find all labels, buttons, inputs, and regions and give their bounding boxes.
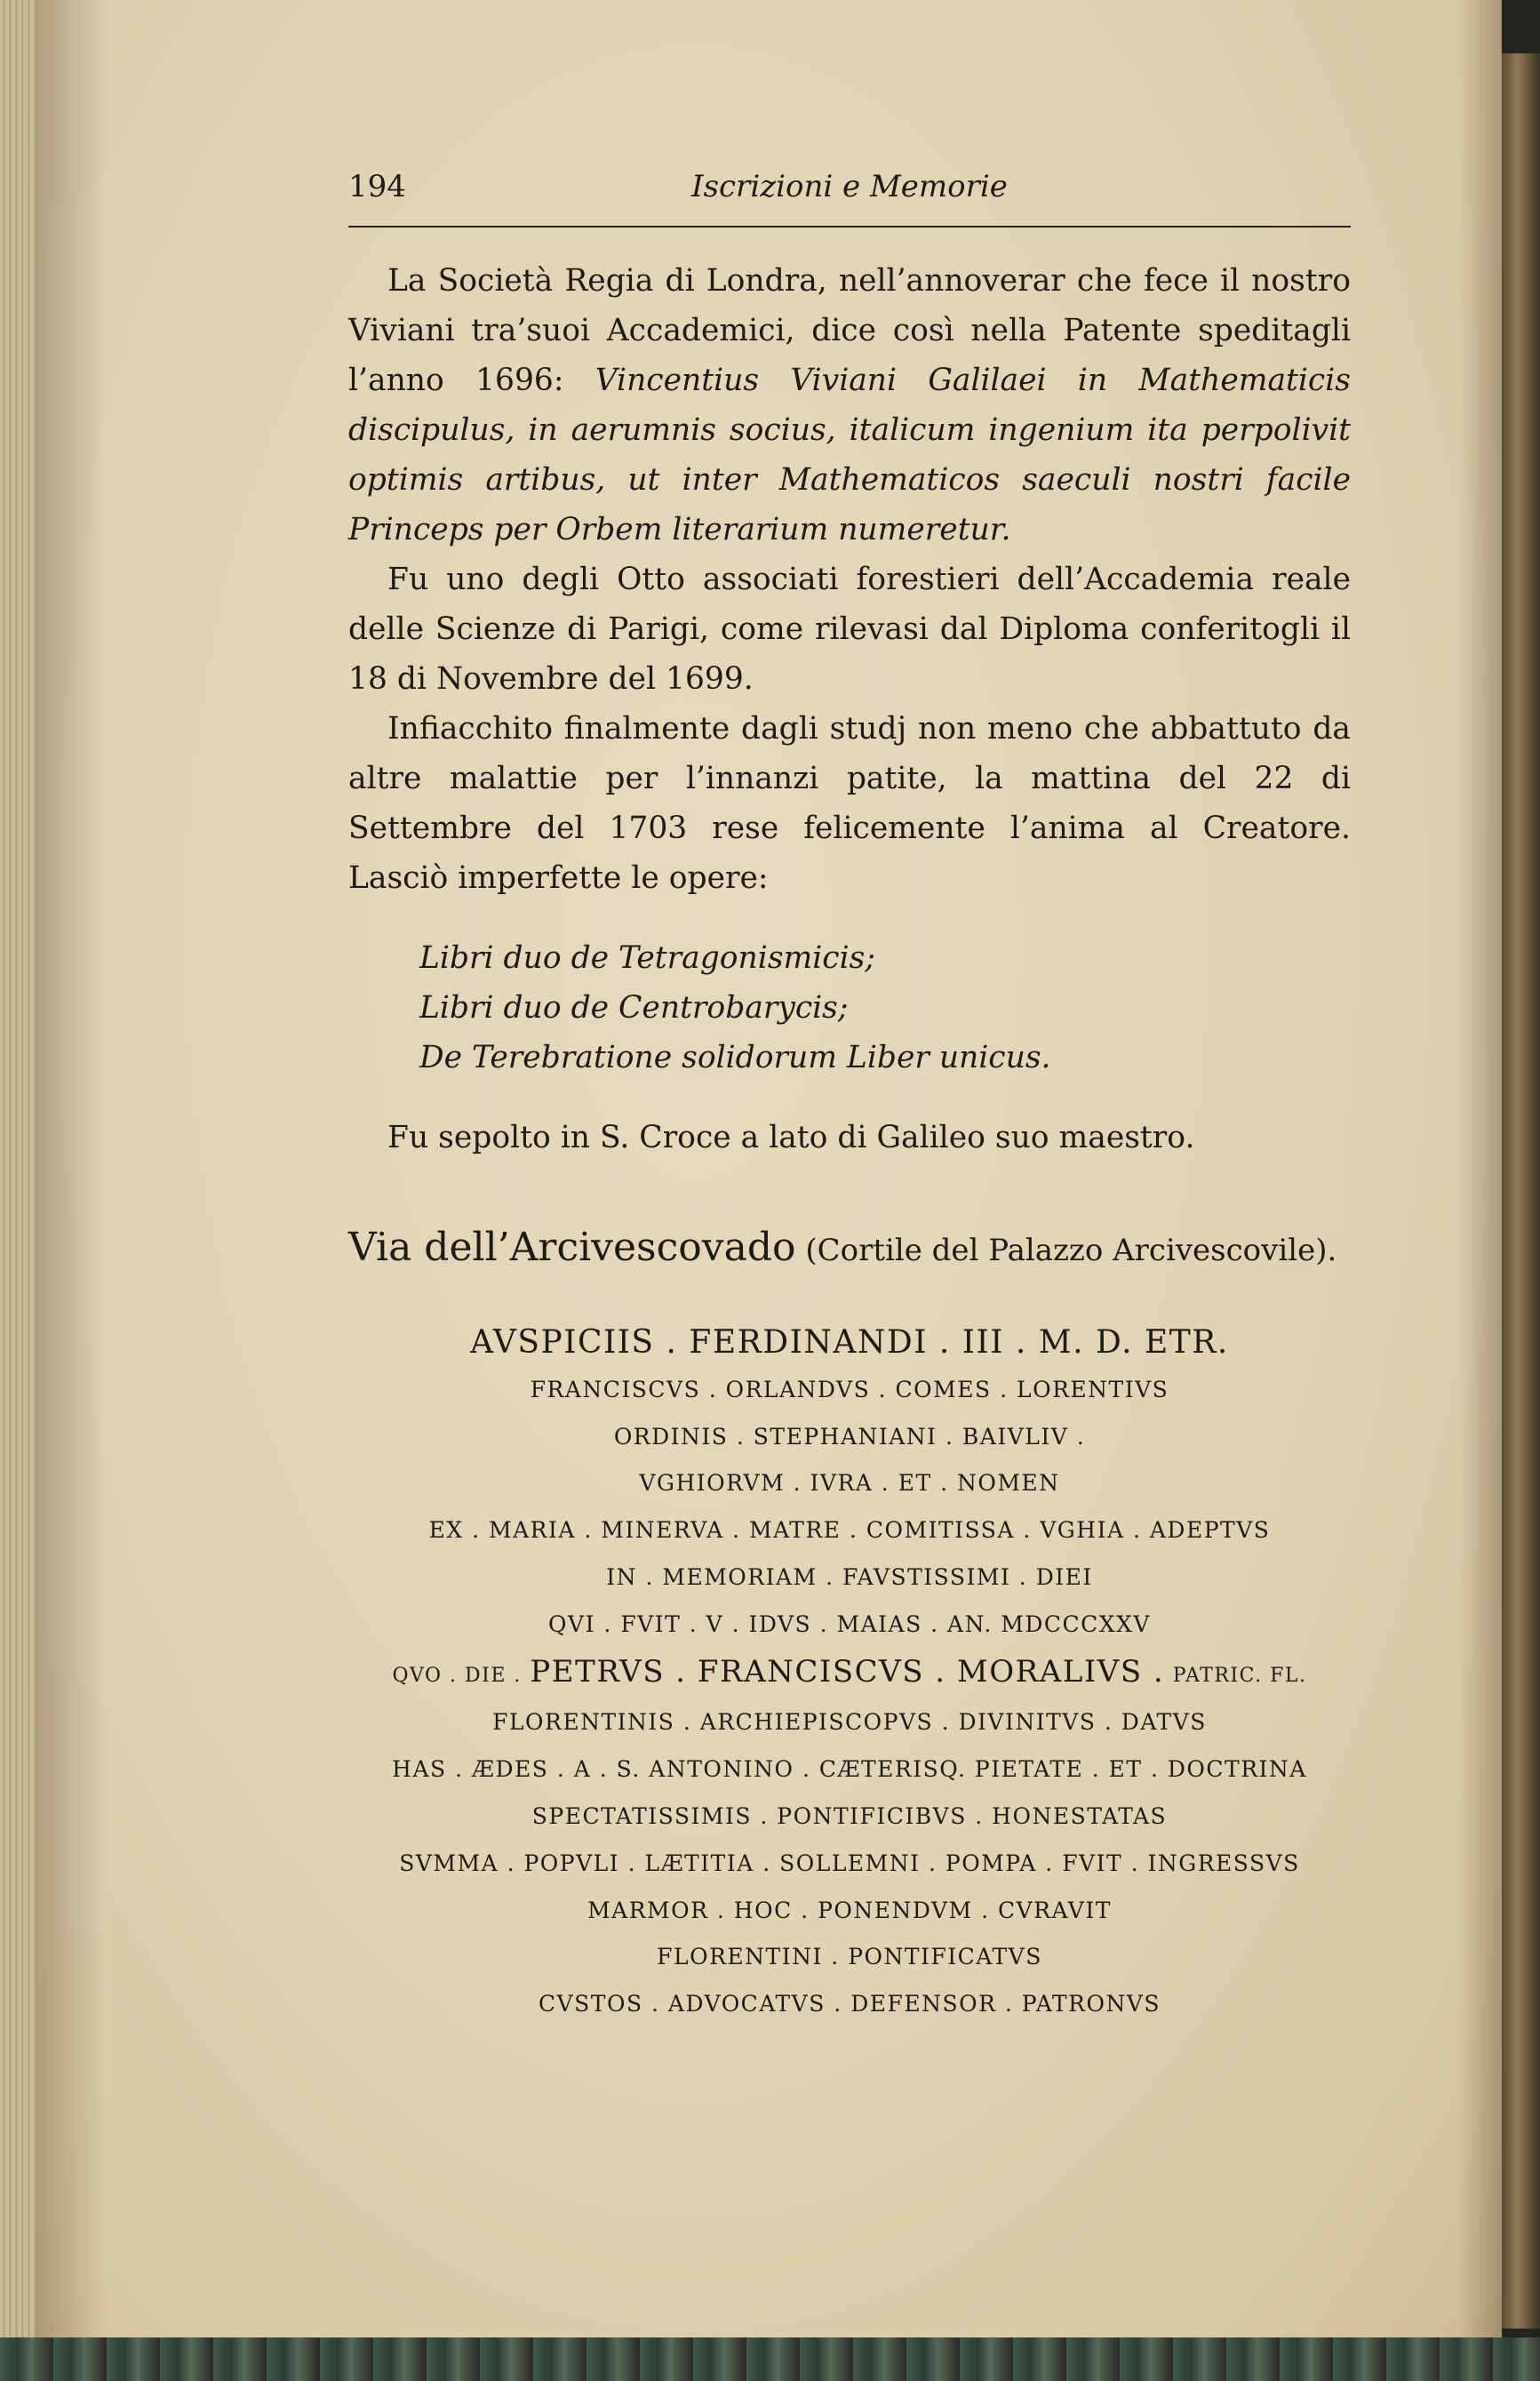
paragraph-burial: Fu sepolto in S. Croce a lato di Galileo suo maestro. <box>387 1120 1195 1155</box>
inscription-line: FLORENTINI . PONTIFICATVS <box>657 1944 1042 1970</box>
inscription-line: FRANCISCVS . ORLANDVS . COMES . LORENTIVS <box>530 1376 1169 1402</box>
work-item: De Terebratione solidorum Liber unicus. <box>419 1040 1051 1075</box>
page-number: 194 <box>348 169 406 204</box>
inscription-line: EX . MARIA . MINERVA . MATRE . COMITISSA . VGHIA . ADEPTVS <box>428 1517 1271 1544</box>
inscription-line-prefix: QVO . DIE . <box>392 1664 522 1687</box>
header-rule <box>348 226 1351 228</box>
inscription-line-suffix: PATRIC. FL. <box>1172 1664 1307 1687</box>
work-item: Libri duo de Tetragonismicis; <box>419 940 875 976</box>
inscription-line: SPECTATISSIMIS . PONTIFICIBVS . HONESTATAS <box>531 1802 1168 1829</box>
unfinished-works-list <box>419 933 1351 1083</box>
latin-quote: Vincentius Viviani Galilaei in Mathematicis discipulus, in aerumnis socius, italicum ingenium ita perpolivit optimis artibus, ut inter Mathematicos saeculi nostri facile Princeps per Orbem literarium numeretur. <box>348 363 1351 547</box>
inscription-block <box>348 1320 1351 2028</box>
inscription-line: AVSPICIIS . FERDINANDI . III . M. D. ETR. <box>470 1324 1229 1361</box>
work-item: Libri duo de Centrobarycis; <box>419 990 849 1026</box>
running-title: Iscrizioni e Memorie <box>691 169 1008 204</box>
paragraph-paris-academy: Fu uno degli Otto associati forestieri dell’Accademia reale delle Scienze di Parigi, come rilevasi dal Diploma conferitogli il 18 di Novembre del 1699. <box>348 562 1351 697</box>
inscription-line: VGHIORVM . IVRA . ET . NOMEN <box>639 1470 1060 1497</box>
inscription-line: SVMMA . POPVLI . LÆTITIA . SOLLEMNI . POMPA . FVIT . INGRESSVS <box>399 1850 1300 1876</box>
body-text <box>348 256 1351 903</box>
binding-gutter-shadow <box>36 0 107 2346</box>
inscription-archbishop-name: PETRVS . FRANCISCVS . MORALIVS . <box>530 1653 1165 1690</box>
inscription-line: CVSTOS . ADVOCATVS . DEFENSOR . PATRONVS <box>538 1991 1161 2017</box>
page-header <box>348 160 1351 213</box>
location-detail: (Cortile del Palazzo Arcivescovile). <box>805 1233 1337 1268</box>
location-street: Via dell’Arcivescovado <box>348 1225 796 1270</box>
paragraph-royal-society <box>348 256 1351 555</box>
page-right-shadow <box>1457 0 1502 2346</box>
inscription-line: HAS . ÆDES . A . S. ANTONINO . CÆTERISQ. PIETATE . ET . DOCTRINA <box>392 1756 1307 1783</box>
location-heading <box>348 1221 1351 1277</box>
book-cover-bottom-edge <box>0 2337 1540 2381</box>
inscription-line: ORDINIS . STEPHANIANI . BAIVLIV . <box>613 1423 1086 1450</box>
inscription-line <box>348 1649 1351 1700</box>
inscription-line: FLORENTINIS . ARCHIEPISCOPVS . DIVINITVS . DATVS <box>492 1709 1207 1736</box>
inscription-line: IN . MEMORIAM . FAVSTISSIMI . DIEI <box>606 1563 1093 1590</box>
inscription-line: QVI . FVIT . V . IDVS . MAIAS . AN. MDCCCXXV <box>548 1610 1151 1637</box>
paragraph-death: Infiacchito finalmente dagli studj non meno che abbattuto da altre malattie per l’innanzi patite, la mattina del 22 di Settembre del 1703 rese felicemente l’anima al Creatore. Lasciò imperfette le opere: <box>348 711 1351 896</box>
page-content <box>348 160 1351 2028</box>
adjacent-page-edge <box>1502 53 1540 2329</box>
inscription-line: MARMOR . HOC . PONENDVM . CVRAVIT <box>587 1897 1112 1923</box>
paragraph-royal-society-intro: La Società Regia di Londra, nell’annoverar che fece il nostro Viviani tra’suoi Accademici, dice così nella Patente speditagli l’anno 1696: <box>348 263 1351 398</box>
